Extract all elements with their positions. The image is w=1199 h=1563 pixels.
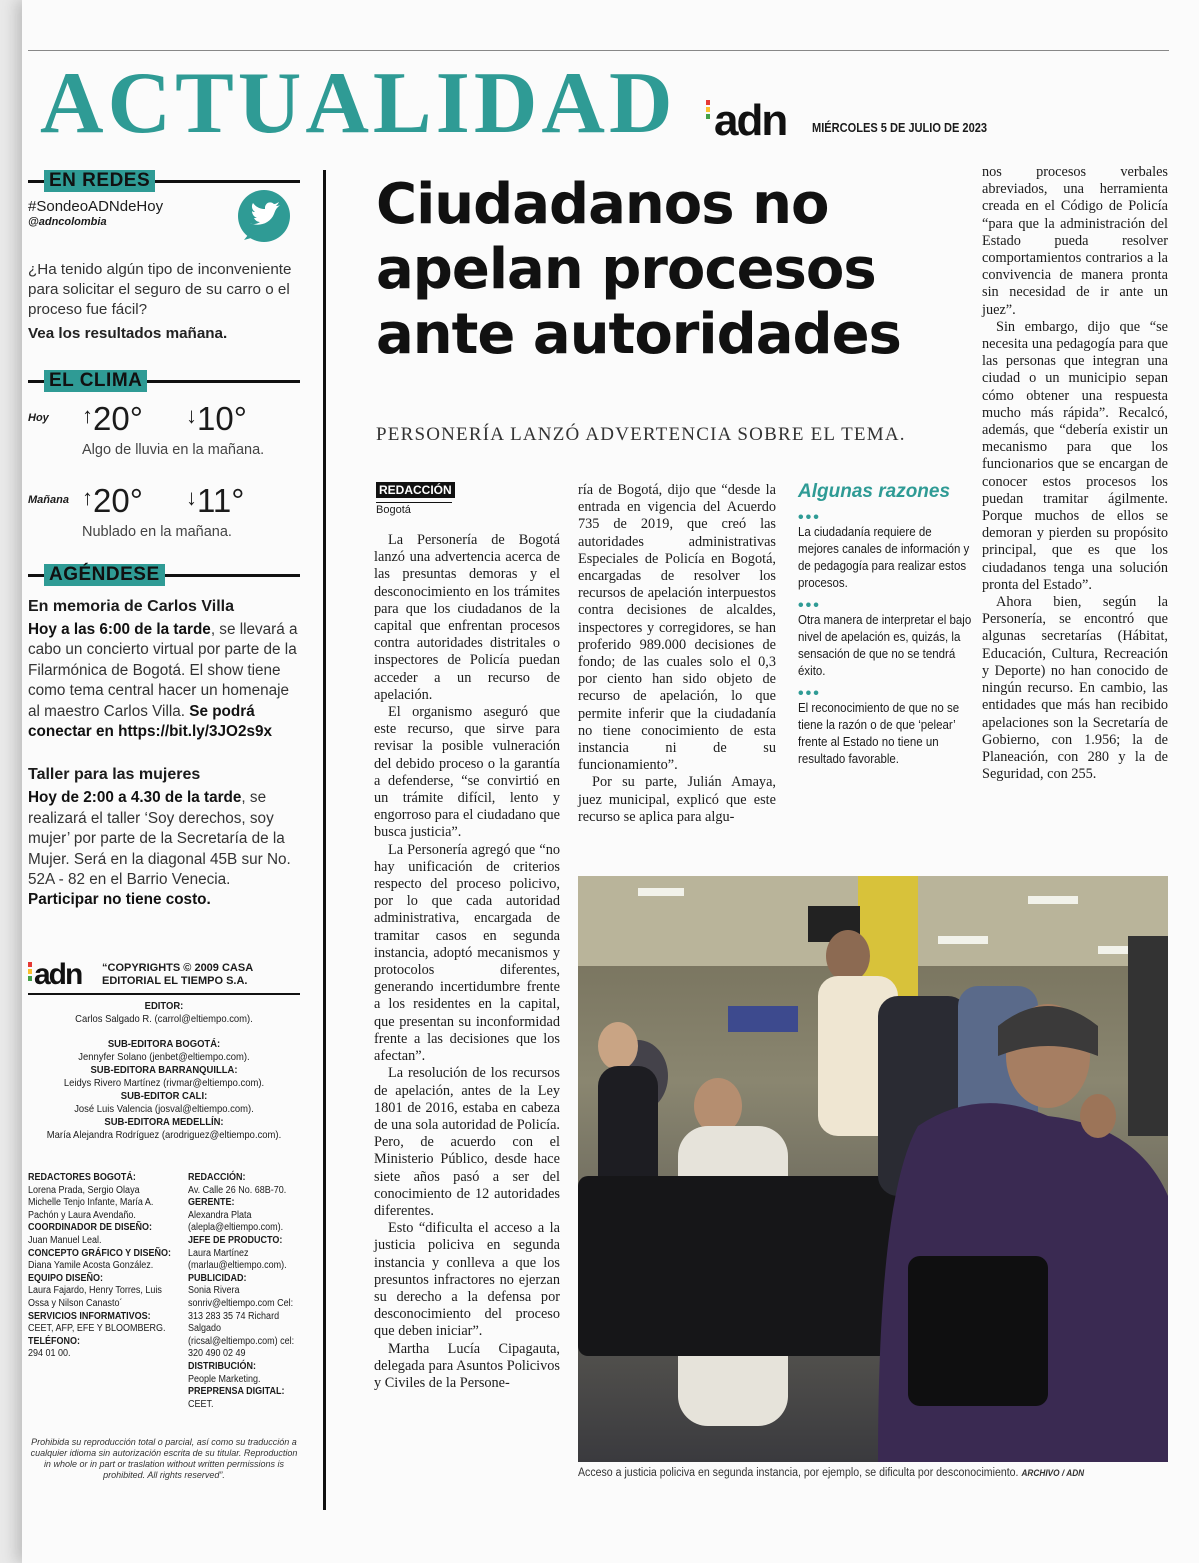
arrow-up-icon: ↑: [82, 485, 93, 510]
temp-max-today: ↑20°: [82, 400, 143, 437]
section-header-clima: EL CLIMA: [28, 370, 300, 392]
section-title: ACTUALIDAD: [40, 55, 677, 152]
section-header-agenda: AGÉNDESE: [28, 564, 300, 586]
survey-results-note: Vea los resultados mañana.: [28, 325, 228, 342]
staff-credits: EDITOR: Carlos Salgado R. (carrol@eltiempo.com). SUB-EDITORA BOGOTÁ: Jennyfer Solano (jenbet@eltiempo.com). SUB-EDITORA BARRANQUILLA: Leidys Rivero Martínez (rivmar@eltiempo.com). SUB-EDITOR CALI: José Luis Valencia (josval@eltiempo.com). SUB-EDITORA MEDELLÍN: María Alejandra Rodríguez (arodriguez@eltiempo.com).: [46, 1000, 282, 1141]
article-photo: [578, 876, 1168, 1462]
copyright: “COPYRIGHTS © 2009 CASA EDITORIAL EL TIEMPO S.A.: [102, 962, 253, 987]
article-column-1: La Personería de Bogotá lanzó una advertencia acerca de las presuntas demoras y el desconocimiento en los trámites para que los ciudadanos de la capital que enfrentan procesos contra autoridades distritales o inspectores de Policía puedan acceder a un recurso de apelación. El organismo aseguró que este recurso, que sirve para revisar la posible vulneración del debido proceso o la garantía a defenderse, “se convirtió en un trámite difícil, lento y engorroso para el ciudadano que busca justicia”. La Personería agregó que “no hay unificación de criterios respecto del proceso policivo, por lo que cada autoridad administrativa, encargada de tramitar casos en segunda instancia, adoptó mecanismos y protocolos diferentes, generando incertidumbre frente a los residentes en la capital, que presentan su inconformidad frente a las decisiones que los afectan”. La resolución de los recursos de apelación, antes de la Ley 1801 de 2016, estaba en cabeza de una sola autoridad de Policía. Pero, de acuerdo con el Ministerio Público, desde hace siete años pasó a ser del conocimiento de 12 autoridades diferentes. Esto “dificulta el acceso a la justicia policiva en segunda instancia y conlleva a que los presuntos infractores no ejerzan su derecho a la defensa por desconocimiento del proceso que deben iniciar”. Martha Lucía Cipagauta, delegada para Asuntos Policivos y Civiles de la Persone-: [374, 532, 560, 1391]
column-divider: [323, 170, 326, 1510]
twitter-icon: [236, 190, 292, 246]
box-title: Algunas razones: [798, 481, 951, 502]
arrow-down-icon: ↓: [186, 403, 197, 428]
staff-credits-right: REDACCIÓN: Av. Calle 26 No. 68B-70. GERENTE: Alexandra Plata (alepla@eltiempo.com). JEFE DE PRODUCTO: Laura Martínez (marlau@eltiempo.com). PUBLICIDAD: Sonia Rivera sonriv@eltiempo.com Cel: 313 283 35 74 Richard Salgado (ricsal@eltiempo.com) cel: 320 490 02 49 DISTRIBUCIÓN: People Marketing. PREPRENSA DIGITAL: CEET.: [188, 1172, 295, 1410]
sidebar-box-reasons: Algunas razones ••• La ciudadanía requiere de mejores canales de información y de pedagogía para realizar estos procesos. ••• Otra manera de interpretar el bajo nivel de apelación es, quizás, la sensación de que no se tendrá éxito. ••• El reconocimiento de que no se tiene la razón o de que ‘pelear’ frente al Estado no tiene un resultado favorable.: [798, 480, 974, 768]
legal-notice: Prohibida su reproducción total o parcial, así como su traducción a cualquier idioma sin autorización escrita de su titular. Reproduction in whole or in part or traslation without written permissions is prohibited. All rights reserved”.: [30, 1437, 298, 1480]
temp-min-today: ↓10°: [186, 400, 247, 437]
adn-logo-small: adn: [28, 958, 81, 992]
arrow-up-icon: ↑: [82, 403, 93, 428]
adn-logo: adn: [706, 96, 786, 146]
photo-credit: ARCHIVO / ADN: [1021, 1468, 1085, 1478]
arrow-down-icon: ↓: [186, 485, 197, 510]
article-column-4: nos procesos verbales abreviados, una herramienta creada en el Código de Policía “para que la administración del Estado pueda resolver comportamientos contrarios a la convivencia de manera pronta sin necesidad de ir ante un juez”. Sin embargo, dijo que “se necesita una pedagogía para que las personas que integran una ciudad o un municipio sepan cómo obtener una respuesta mucho más rápida”. Recalcó, además, que “debería existir un mecanismo para que los funcionarios que se encargan de conocer estos procesos los puedan tramitar ágilmente. Porque muchos de ellos se demoran y pierden su propósito principal, que es que los ciudadanos tenga una solución pronta del Estado”. Ahora bien, según la Personería, se encontró que algunas secretarías (Hábitat, Educación, Cultura, Recreación y Deporte) no han conocido de ningún recurso. En cambio, las entidades que más han recibido apelaciones son la Secretaría de Gobierno, con 1.956; la de Planeación, con 280 y la de Seguridad, con 255.: [982, 164, 1168, 783]
headline: Ciudadanos no apelan procesos ante autoridades: [376, 172, 901, 367]
top-rule: [28, 50, 1169, 51]
temp-min-tomorrow: ↓11°: [186, 482, 245, 519]
sidebar: [28, 170, 300, 911]
agenda-event: En memoria de Carlos Villa Hoy a las 6:00 de la tarde, se llevará a cabo un concierto virtual por parte de la Filarmónica de Bogotá. El show tiene como tema central hacer un homenaje al maestro Carlos Villa. Se podrá conectar en https://bit.ly/3JO2s9x: [28, 598, 298, 741]
weather-tomorrow: Mañana ↑20° ↓11° Nublado en la mañana.: [28, 482, 245, 540]
section-header-redes: EN REDES: [28, 170, 300, 192]
temp-max-tomorrow: ↑20°: [82, 482, 143, 519]
survey-question: ¿Ha tenido algún tipo de inconveniente para solicitar el seguro de su carro o el proceso fue fácil?: [28, 261, 292, 318]
byline: REDACCIÓN Bogotá: [376, 481, 455, 516]
subheadline: PERSONERÍA LANZÓ ADVERTENCIA SOBRE EL TEMA.: [376, 424, 906, 445]
twitter-handle: @adncolombia: [28, 216, 107, 228]
agenda-event: Taller para las mujeres Hoy de 2:00 a 4.30 de la tarde, se realizará el taller ‘Soy derechos, soy mujer’ por parte de la Secretaría de la Mujer. Será en la diagonal 45B sur No. 52A - 82 en el Barrio Venecia. Participar no tiene costo.: [28, 766, 291, 909]
weather-today: Hoy ↑20° ↓10° Algo de lluvia en la mañana.: [28, 400, 265, 458]
hashtag: #SondeoADNdeHoy: [28, 198, 164, 215]
photo-caption: Acceso a justicia policiva en segunda instancia, por ejemplo, se dificulta por desconocimiento. ARCHIVO / ADN: [578, 1467, 1085, 1479]
article-column-2: ría de Bogotá, dijo que “desde la entrada en vigencia del Acuerdo 735 de 2019, que creó las autoridades administrativas Especiales de Policía en Bogotá, encargadas de resolver los recursos de apelación interpuestos contra decisiones de alcaldes, inspectores y corregidores, se han proferido 989.000 decisiones de fondo; de las cuales solo el 0,3 por ciento han sido objeto de recurso de apelación, lo que permite inferir que la ciudadanía no tiene conocimiento de esta instancia ni de su funcionamiento”. Por su parte, Julián Amaya, juez municipal, explicó que este recurso se aplica para algu-: [578, 482, 776, 825]
issue-date: MIÉRCOLES 5 DE JULIO DE 2023: [812, 120, 988, 135]
staff-credits-left: REDACTORES BOGOTÁ: Lorena Prada, Sergio Olaya Michelle Tenjo Infante, María A. Pachón y Laura Avendaño. COORDINADOR DE DISEÑO: Juan Manuel Leal. CONCEPTO GRÁFICO Y DISEÑO: Diana Yamile Acosta González. EQUIPO DISEÑO: Laura Fajardo, Henry Torres, Luis Ossa y Nilson Canasto´ SERVICIOS INFORMATIVOS: CEET, AFP, EFE Y BLOOMBERG. TELÉFONO: 294 01 00.: [28, 1172, 172, 1360]
